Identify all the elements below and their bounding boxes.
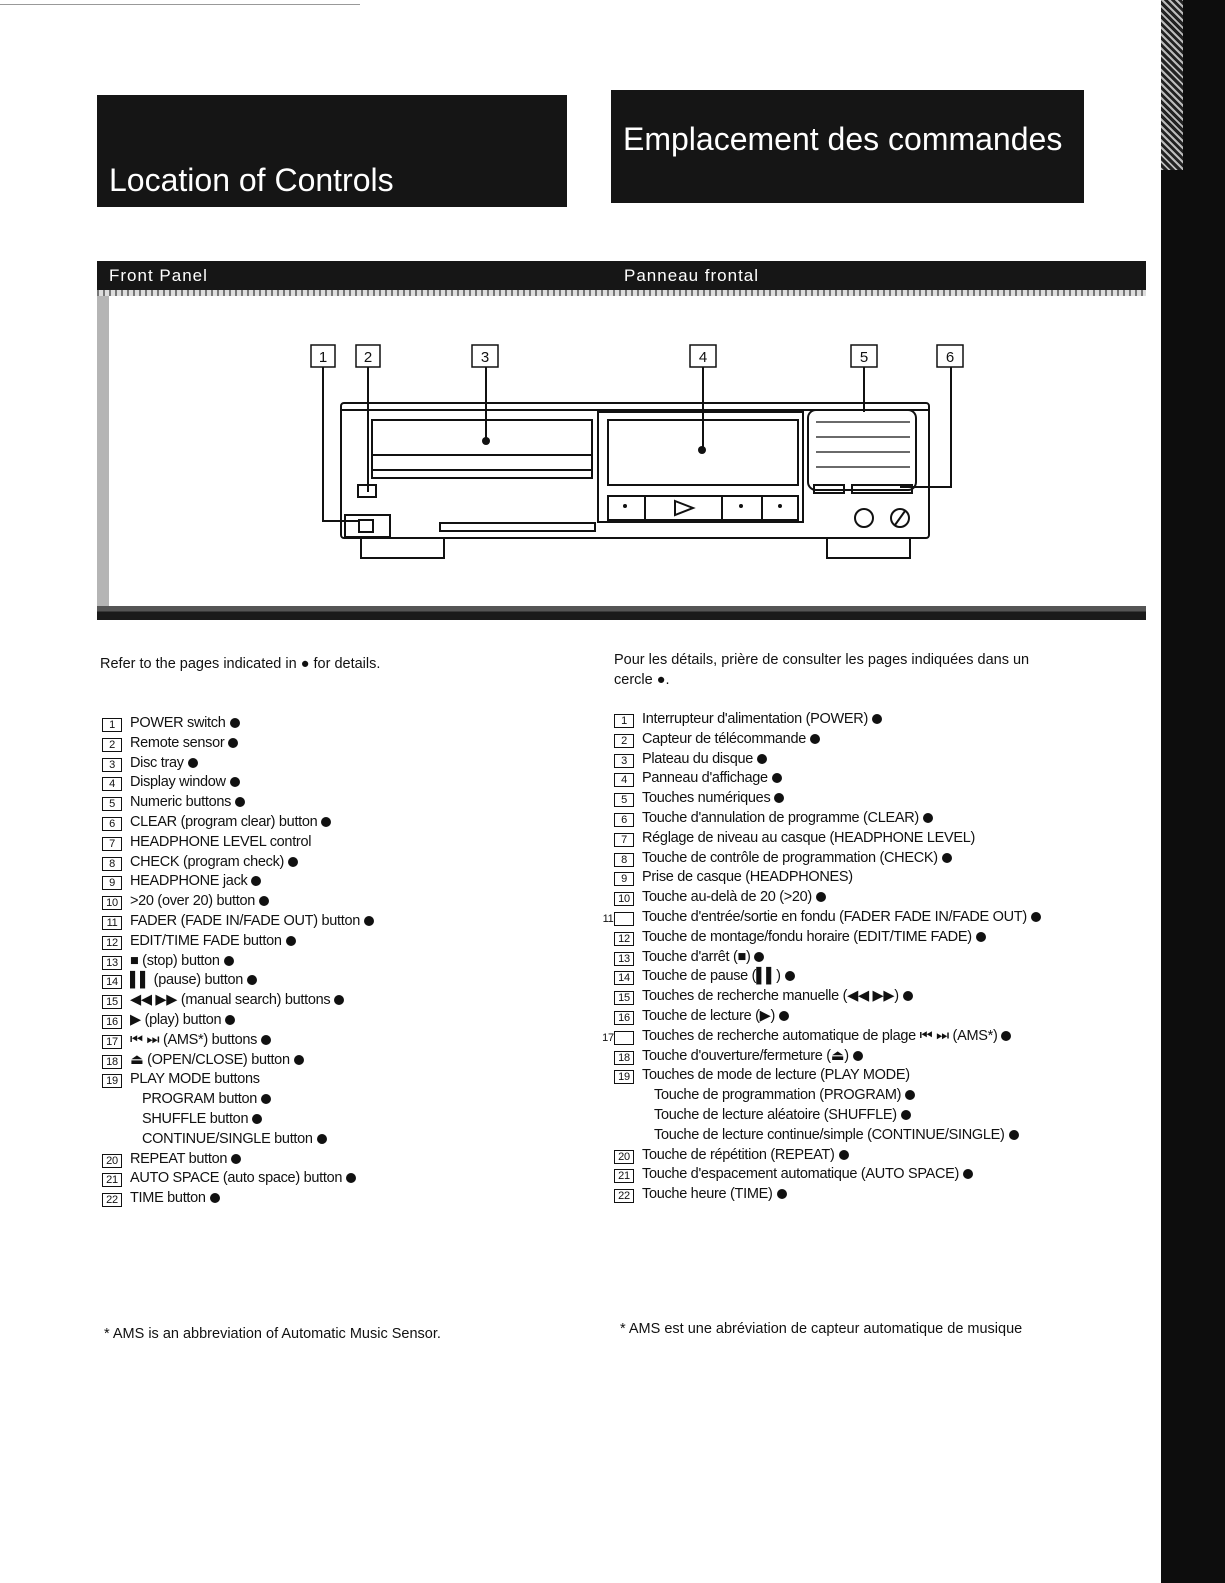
sub-item-label: PROGRAM button (142, 1091, 258, 1108)
control-item (102, 971, 522, 991)
control-item (614, 849, 1084, 869)
item-label: CLEAR (program clear) button (130, 813, 318, 830)
control-item (102, 714, 522, 734)
page-ref-dot-icon (294, 1055, 304, 1065)
item-label: FADER (FADE IN/FADE OUT) button (130, 912, 361, 929)
control-item (602, 908, 1084, 928)
item-label: Touche heure (TIME) (642, 1186, 773, 1203)
item-number-box: 7 (102, 837, 122, 851)
item-number-box: 3 (102, 758, 122, 772)
item-label: Prise de casque (HEADPHONES) (642, 869, 853, 886)
item-label: Remote sensor (130, 734, 225, 751)
control-item (102, 853, 522, 873)
item-number-box: 19 (614, 1070, 634, 1084)
page-ref-dot-icon (774, 793, 784, 803)
page-title-en: Location of Controls (109, 162, 394, 198)
item-label: Touches de recherche manuelle (◀◀ ▶▶) (642, 988, 899, 1005)
item-number-box: 10 (102, 896, 122, 910)
play-mode-sub-item (614, 1106, 1084, 1126)
item-label: TIME button (130, 1190, 206, 1207)
page-ref-dot-icon (317, 1134, 327, 1144)
item-number-box: 1 (102, 718, 122, 732)
control-item (614, 750, 1084, 770)
page-ref-dot-icon (942, 853, 952, 863)
control-item (614, 1066, 1084, 1086)
page-ref-dot-icon (905, 1090, 915, 1100)
item-number-box: 6 (614, 813, 634, 827)
item-number-box: 8 (614, 853, 634, 867)
control-item (614, 948, 1084, 968)
page-ref-dot-icon (1009, 1130, 1019, 1140)
sub-item-label: Touche de lecture aléatoire (SHUFFLE) (654, 1106, 897, 1123)
item-label: Numeric buttons (130, 794, 232, 811)
control-item (102, 813, 522, 833)
callout-label-4: 4 (698, 349, 708, 366)
item-number-box: 5 (102, 797, 122, 811)
item-number-box: 11 (614, 912, 634, 926)
item-number-box: 2 (102, 738, 122, 752)
item-label: Touche d'annulation de programme (CLEAR) (642, 809, 919, 826)
control-item (102, 793, 522, 813)
left-foot (361, 538, 444, 558)
control-item (102, 872, 522, 892)
item-number-box: 8 (102, 857, 122, 871)
page-ref-dot-icon (235, 797, 245, 807)
item-label: EDIT/TIME FADE button (130, 932, 282, 949)
control-item (102, 1051, 522, 1071)
page-ref-dot-icon (779, 1011, 789, 1021)
page-ref-dot-icon (1001, 1031, 1011, 1041)
page-ref-dot-icon (364, 916, 374, 926)
item-number-box: 18 (102, 1055, 122, 1069)
item-number-box: 16 (614, 1011, 634, 1025)
page-ref-dot-icon (810, 734, 820, 744)
item-label: Plateau du disque (642, 750, 753, 767)
controls-list-fr (602, 710, 1084, 1205)
page-ref-dot-icon (261, 1094, 271, 1104)
item-label: ■ (stop) button (130, 952, 220, 969)
intro-fr: Pour les détails, prière de consulter les pages indiquées dans un cercle ●. (614, 652, 1030, 688)
item-label: Touche de contrôle de programmation (CHECK) (642, 849, 938, 866)
item-number-box: 7 (614, 833, 634, 847)
control-item (102, 754, 522, 774)
page-ref-dot-icon (1031, 912, 1041, 922)
item-number-box: 6 (102, 817, 122, 831)
panel-heading-en: Front Panel (109, 266, 208, 285)
item-number-box: 2 (614, 734, 634, 748)
page-ref-dot-icon (777, 1189, 787, 1199)
control-item (102, 1169, 522, 1189)
page-ref-dot-icon (252, 1114, 262, 1124)
control-item (614, 1047, 1084, 1067)
item-label: Touche de lecture (▶) (642, 1007, 776, 1024)
item-number-box: 15 (102, 995, 122, 1009)
page-ref-dot-icon (346, 1173, 356, 1183)
sub-item-label: CONTINUE/SINGLE button (142, 1130, 313, 1147)
page-ref-dot-icon (976, 932, 986, 942)
page-ref-dot-icon (224, 956, 234, 966)
play-mode-sub-item (102, 1110, 522, 1130)
item-label: AUTO SPACE (auto space) button (130, 1170, 343, 1187)
control-item (614, 809, 1084, 829)
sub-item-label: Touche de programmation (PROGRAM) (654, 1087, 902, 1104)
item-label: Disc tray (130, 754, 184, 771)
intro-en: Refer to the pages indicated in ● for details. (100, 656, 381, 672)
page-ref-dot-icon (772, 773, 782, 783)
page-ref-dot-icon (839, 1150, 849, 1160)
page-ref-dot-icon (288, 857, 298, 867)
item-label: ⏮ ⏭ (AMS*) buttons (130, 1031, 258, 1048)
item-number-box: 17 (102, 1035, 122, 1049)
page-ref-dot-icon (259, 896, 269, 906)
sub-item-label: Touche de lecture continue/simple (CONTINUE/SINGLE) (654, 1126, 1005, 1143)
item-number-box: 20 (614, 1150, 634, 1164)
page-ref-dot-icon (923, 813, 933, 823)
page-ref-dot-icon (903, 991, 913, 1001)
control-item (102, 773, 522, 793)
item-label: HEADPHONE jack (130, 873, 248, 890)
control-item (614, 769, 1084, 789)
control-item (614, 987, 1084, 1007)
control-item (614, 1165, 1084, 1185)
control-item (102, 1150, 522, 1170)
control-item (614, 1185, 1084, 1205)
control-item (614, 789, 1084, 809)
control-item (102, 1011, 522, 1031)
item-label: Touches numériques (642, 790, 771, 807)
item-label: Réglage de niveau au casque (HEADPHONE LEVEL) (642, 829, 976, 846)
item-number-box: 18 (614, 1051, 634, 1065)
item-number-box: 3 (614, 754, 634, 768)
page-ref-dot-icon (210, 1193, 220, 1203)
item-number-box: 13 (614, 952, 634, 966)
page-ref-dot-icon (230, 777, 240, 787)
item-label: Touche d'entrée/sortie en fondu (FADER FADE IN/FADE OUT) (642, 908, 1027, 925)
item-label: Touche de montage/fondu horaire (EDIT/TIME FADE) (642, 928, 972, 945)
page-ref-dot-icon (901, 1110, 911, 1120)
item-number-box: 11 (102, 916, 122, 930)
cd-player-illustration (0, 0, 1225, 640)
item-number-box: 5 (614, 793, 634, 807)
control-item (102, 991, 522, 1011)
footnote-en: * AMS is an abbreviation of Automatic Music Sensor. (104, 1326, 441, 1342)
callout-label-2: 2 (363, 349, 373, 366)
right-foot (827, 538, 910, 558)
page-ref-dot-icon (754, 952, 764, 962)
item-number-box: 15 (614, 991, 634, 1005)
page-ref-dot-icon (247, 975, 257, 985)
item-number-box: 9 (614, 872, 634, 886)
sub-item-label: SHUFFLE button (142, 1110, 249, 1127)
headphone-jack (855, 509, 873, 527)
control-item (614, 1146, 1084, 1166)
item-number-box: 19 (102, 1074, 122, 1088)
item-number-box: 16 (102, 1015, 122, 1029)
item-number-box: 10 (614, 892, 634, 906)
item-label: Display window (130, 774, 226, 791)
item-number-box: 17 (614, 1031, 634, 1045)
controls-list-en (102, 714, 522, 1209)
item-number-box: 14 (614, 971, 634, 985)
page-ref-dot-icon (321, 817, 331, 827)
control-item (614, 888, 1084, 908)
item-number-box: 21 (614, 1169, 634, 1183)
control-item (614, 967, 1084, 987)
item-number-box: 4 (614, 773, 634, 787)
item-number-box: 20 (102, 1154, 122, 1168)
item-number-box: 22 (614, 1189, 634, 1203)
page-ref-dot-icon (188, 758, 198, 768)
control-item (102, 912, 522, 932)
item-label: ◀◀ ▶▶ (manual search) buttons (130, 992, 331, 1009)
page-ref-dot-icon (225, 1015, 235, 1025)
item-label: REPEAT button (130, 1150, 228, 1167)
play-mode-sub-item (614, 1126, 1084, 1146)
control-item (102, 1031, 522, 1051)
play-mode-sub-item (102, 1130, 522, 1150)
item-label: Panneau d'affichage (642, 770, 768, 787)
item-label: ▶ (play) button (130, 1011, 222, 1028)
control-item (102, 892, 522, 912)
control-item (102, 734, 522, 754)
item-label: Touches de mode de lecture (PLAY MODE) (642, 1067, 910, 1084)
control-item (102, 1189, 522, 1209)
item-label: Interrupteur d'alimentation (POWER) (642, 711, 868, 727)
item-number-box: 14 (102, 975, 122, 989)
page-ref-dot-icon (757, 754, 767, 764)
item-label: PLAY MODE buttons (130, 1071, 260, 1088)
item-number-box: 12 (614, 932, 634, 946)
callout-label-3: 3 (480, 349, 490, 366)
page-ref-dot-icon (230, 718, 240, 728)
control-item (614, 730, 1084, 750)
item-label: CHECK (program check) (130, 853, 285, 870)
play-mode-sub-item (102, 1090, 522, 1110)
item-number-box: 13 (102, 956, 122, 970)
page-ref-dot-icon (228, 738, 238, 748)
page-ref-dot-icon (231, 1154, 241, 1164)
item-label: Touche d'ouverture/fermeture (⏏) (642, 1047, 849, 1064)
item-label: Touches de recherche automatique de plage ⏮ ⏭ (AMS*) (642, 1027, 998, 1044)
item-number-box: 1 (614, 714, 634, 728)
page-ref-dot-icon (286, 936, 296, 946)
page-ref-dot-icon (251, 876, 261, 886)
page-ref-dot-icon (785, 971, 795, 981)
control-item (602, 1027, 1084, 1047)
item-number-box: 12 (102, 936, 122, 950)
page-ref-dot-icon (816, 892, 826, 902)
page-ref-dot-icon (963, 1169, 973, 1179)
transport-buttons (608, 496, 798, 520)
item-label: POWER switch (130, 715, 226, 731)
item-label: >20 (over 20) button (130, 893, 255, 910)
play-mode-sub-item (614, 1086, 1084, 1106)
item-label: ▌▌ (pause) button (130, 972, 243, 989)
item-number-box: 22 (102, 1193, 122, 1207)
item-label: HEADPHONE LEVEL control (130, 833, 312, 850)
item-number-box: 4 (102, 777, 122, 791)
callout-label-5: 5 (859, 349, 869, 366)
control-item (614, 710, 1084, 730)
page-title-fr: Emplacement des commandes (623, 121, 1063, 157)
item-label: Touche d'espacement automatique (AUTO SPACE) (642, 1166, 960, 1183)
control-item (614, 829, 1084, 849)
page-ref-dot-icon (261, 1035, 271, 1045)
footnote-fr: * AMS est une abréviation de capteur automatique de musique (620, 1321, 1023, 1337)
display-window-outline (598, 412, 803, 522)
page-ref-dot-icon (334, 995, 344, 1005)
item-label: ⏏ (OPEN/CLOSE) button (130, 1051, 290, 1068)
control-item (614, 1007, 1084, 1027)
item-label: Touche de pause (▌▌) (642, 968, 781, 985)
item-label: Touche de répétition (REPEAT) (642, 1146, 835, 1163)
control-item (614, 868, 1084, 888)
page-ref-dot-icon (872, 714, 882, 724)
item-number-box: 21 (102, 1173, 122, 1187)
callout-label-6: 6 (945, 349, 955, 366)
item-number-box: 9 (102, 876, 122, 890)
power-switch (345, 515, 390, 537)
page-ref-dot-icon (853, 1051, 863, 1061)
control-item (102, 932, 522, 952)
panel-heading-fr: Panneau frontal (624, 266, 760, 285)
control-item (102, 1070, 522, 1090)
control-item (102, 952, 522, 972)
control-item (614, 928, 1084, 948)
item-label: Touche au-delà de 20 (>20) (642, 889, 812, 906)
item-label: Touche d'arrêt (■) (642, 948, 751, 965)
control-item (102, 833, 522, 853)
item-label: Capteur de télécommande (642, 730, 806, 747)
callout-label-1: 1 (318, 349, 328, 366)
